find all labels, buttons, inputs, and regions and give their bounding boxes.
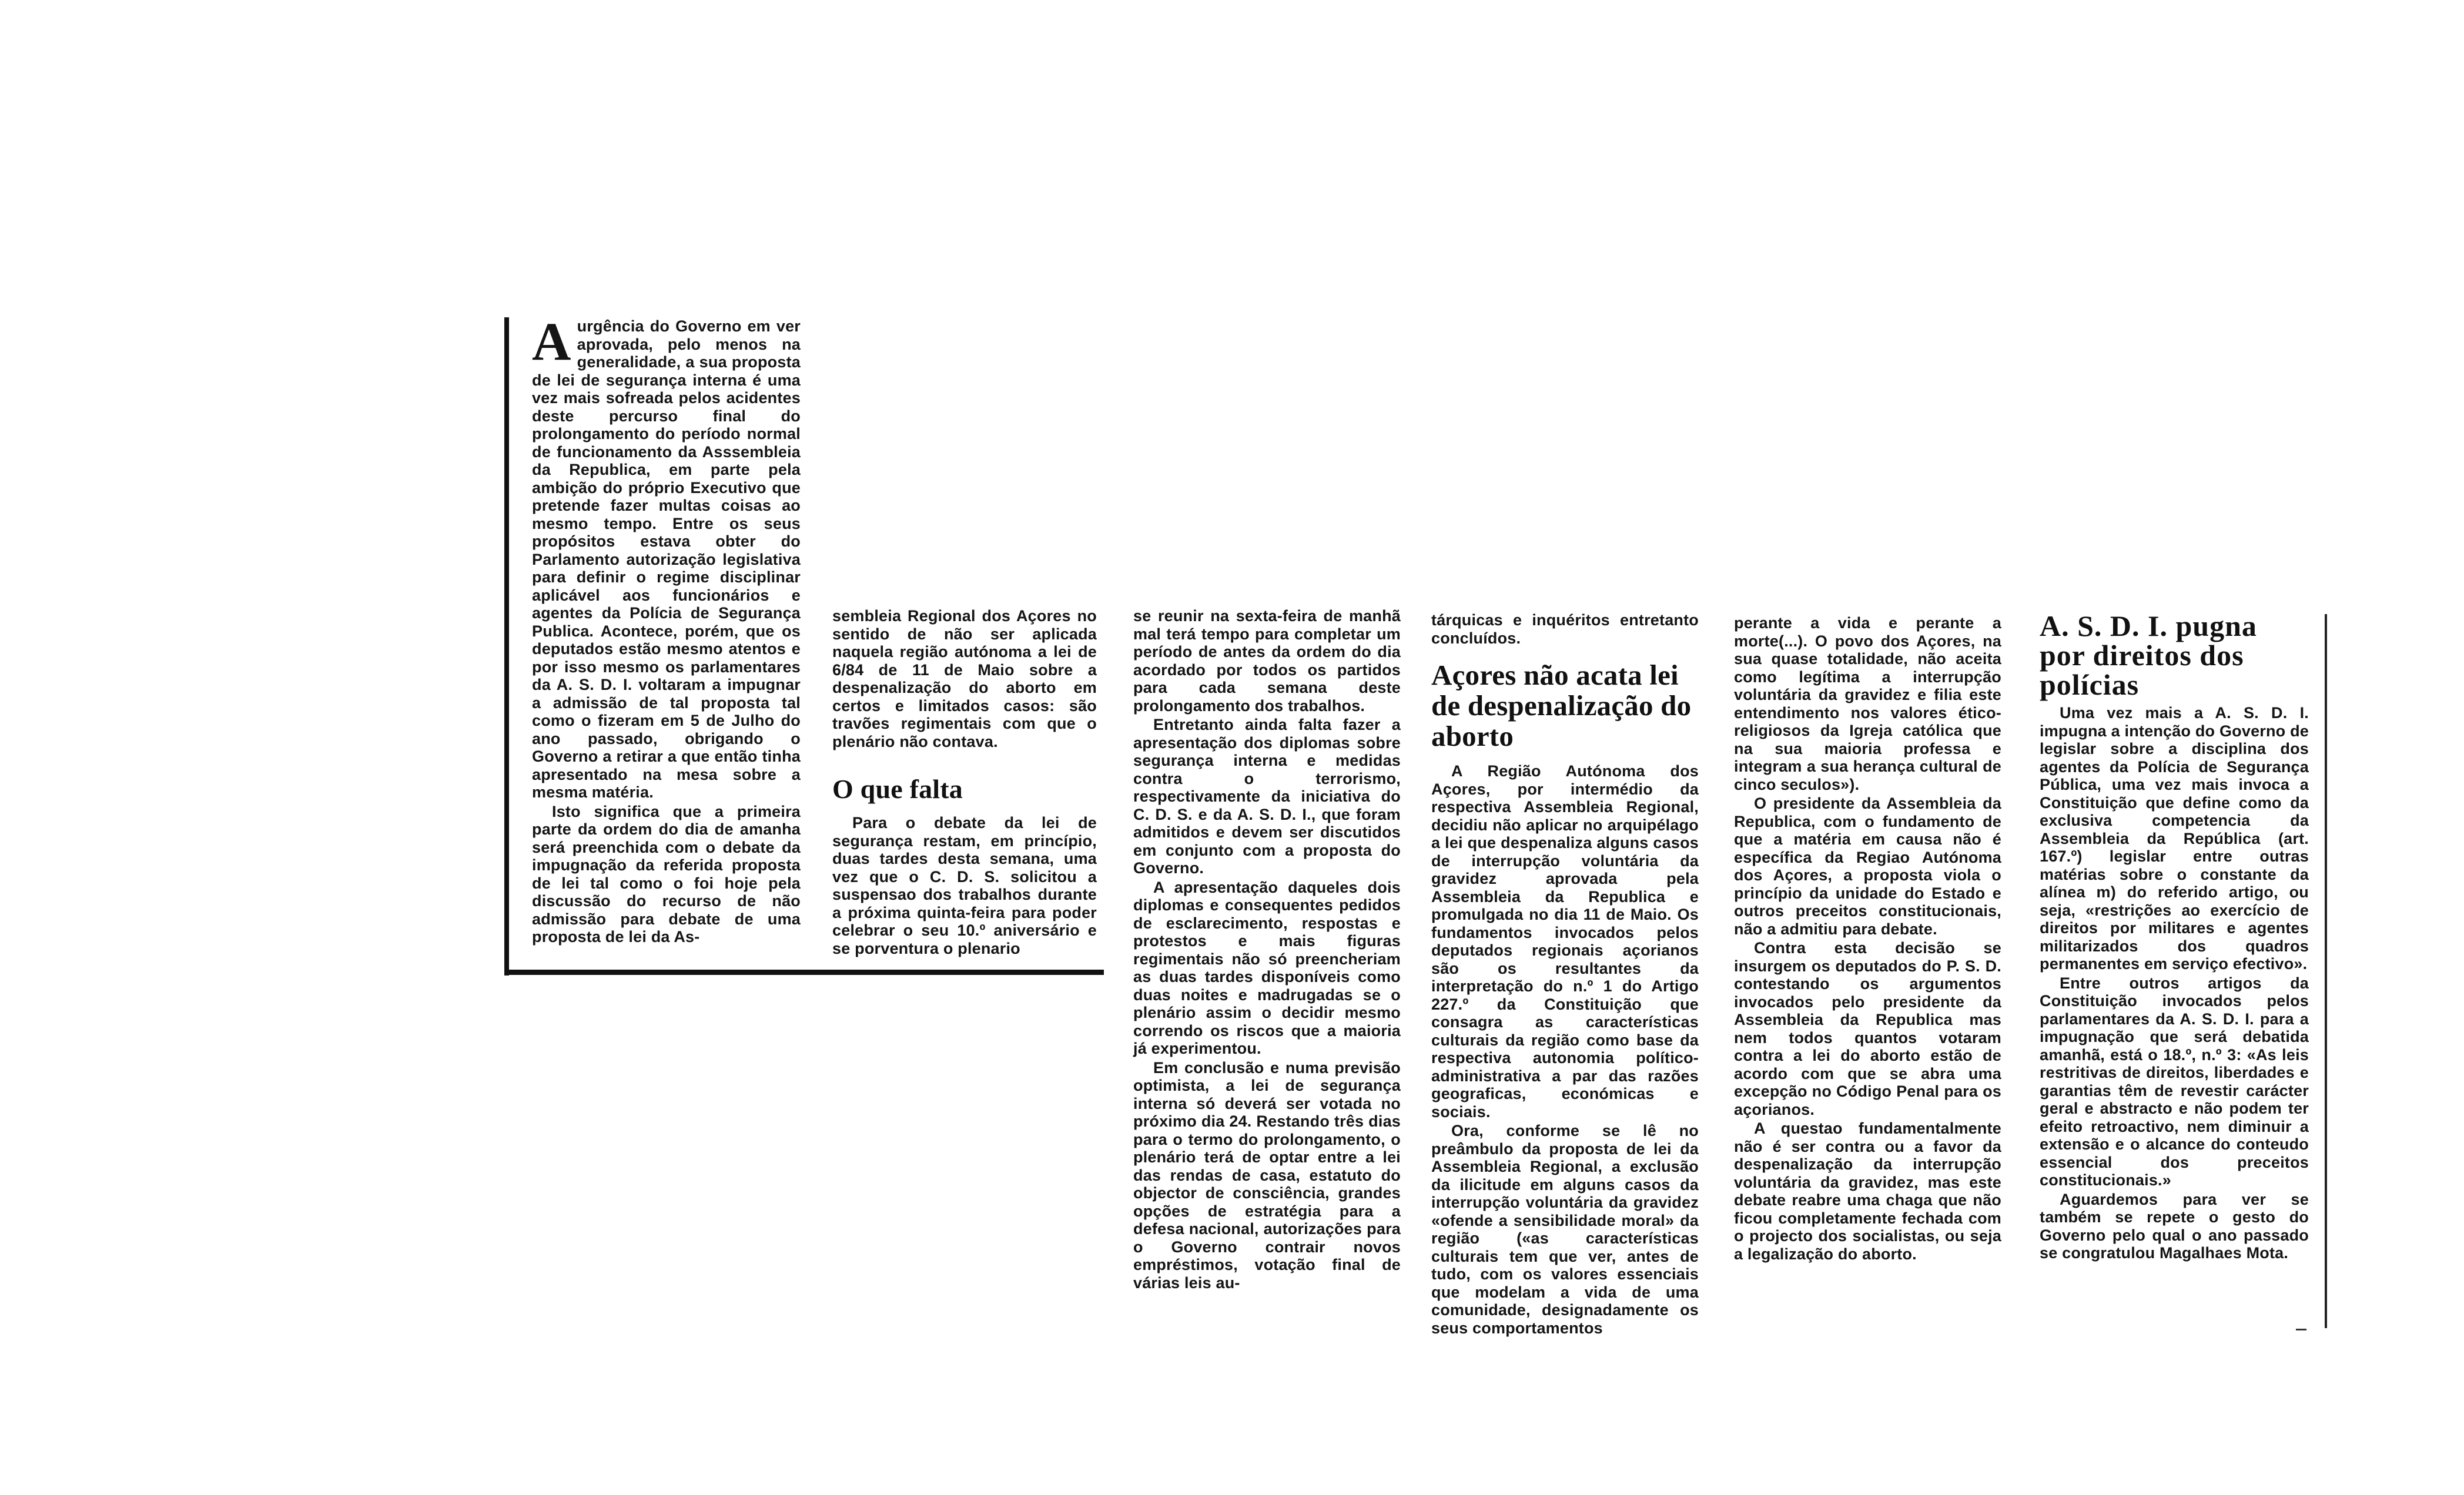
- column-5: [1734, 614, 2001, 1263]
- headline-asdi: A. S. D. I. pugna por direitos dos polícias: [2040, 609, 2257, 701]
- column-4: [1431, 611, 1699, 1337]
- column-2: [832, 607, 1097, 957]
- paragraph: Entre outros artigos da Constituição invocados pelos parlamentares da A. S. D. I. para a impugnação que será debatida amanhã, está o 18.º, n.º 3: «As leis restritivas de direitos, liberdades e garantias têm de revestir carácter geral e abstracto e não podem ter efeito retroactivo, nem diminuir a extensão e o alcance do conteudo essencial dos preceitos constitucionais.»: [2040, 974, 2309, 1189]
- paragraph: A questao fundamentalmente não é ser contra ou a favor da despenalização da interrupção voluntária da gravidez, mas este debate reabre uma chaga que não ficou completamente fechada com o projecto dos socialistas, ou seja a legalização do aborto.: [1734, 1119, 2001, 1263]
- paragraph: perante a vida e perante a morte(...). O povo dos Açores, na sua quase totalidade, não aceita como legítima a interrupção voluntária da gravidez e filia este entendimento nos valores ético-religiosos da Igreja católica que na sua maioria professa e integram a sua herança cultural de cinco seculos»).: [1734, 614, 2001, 793]
- column-1: [532, 311, 801, 946]
- headline-acores: Açores não acata lei de despenalização do aborto: [1431, 659, 1692, 752]
- column-6: [2040, 611, 2309, 1262]
- paragraph: A apresentação daqueles dois diplomas e consequentes pedidos de esclarecimento, respostas e protestos e mais figuras regimentais não só preencheriam as duas tardes disponíveis como duas noites e madrugadas se o plenário assim o decidir mesmo correndo os riscos que a maioria já experimentou.: [1133, 878, 1401, 1057]
- drop-cap: A: [532, 311, 571, 371]
- lead-paragraph: Aurgência do Governo em ver aprovada, pelo menos na generalidade, a sua proposta de lei de segurança interna é uma vez mais sofreada pelos acidentes deste percurso final do prolongamento do período normal de funcionamento da Asssembleia da Republica, em parte pela ambição do próprio Executivo que pretende fazer multas coisas ao mesmo tempo. Entre os seus propósitos estava obter do Parlamento autorização legislativa para definir o regime disciplinar aplicável aos funcionários e agentes da Polícia de Segurança Publica. Acontece, porém, que os deputados estão mesmo atentos e por isso mesmo os parlamentares da A. S. D. I. voltaram a impugnar a admissão de tal proposta tal como o fizeram em 5 de Julho do ano passado, obrigando o Governo a retirar a que então tinha apresentado na mesa sobre a mesma matéria.: [532, 311, 801, 801]
- paragraph: Contra esta decisão se insurgem os deputados do P. S. D. contestando os argumentos invocados pelo presidente da Assembleia da Republica mas nem todos quantos votaram contra a lei do aborto estão de acordo com que se abra uma excepção no Código Penal para os açorianos.: [1734, 939, 2001, 1118]
- end-mark: [2296, 1329, 2306, 1330]
- paragraph: tárquicas e inquéritos entretanto concluídos.: [1431, 611, 1699, 647]
- article-box-left-rule: [504, 317, 509, 976]
- paragraph: Ora, conforme se lê no preâmbulo da proposta de lei da Assembleia Regional, a exclusão da ilicitude em alguns casos da interrupção voluntária da gravidez «ofende a sensibilidade moral» da região («as características culturais tem que ver, antes de tudo, com os valores essenciais que modelam a vida de uma comunidade, designadamente os seus comportamentos: [1431, 1122, 1699, 1337]
- column-3: [1133, 607, 1401, 1292]
- paragraph: Isto significa que a primeira parte da ordem do dia de amanha será preenchida com o debate da impugnação da referida proposta de lei tal como o foi hoje pela discussão do recurso de não admissão para debate de uma proposta de lei da As-: [532, 802, 801, 946]
- paragraph: Aguardemos para ver se também se repete o gesto do Governo pelo qual o ano passado se congratulou Magalhaes Mota.: [2040, 1190, 2309, 1262]
- paragraph: A Região Autónoma dos Açores, por intermédio da respectiva Assembleia Regional, decidiu não aplicar no arquipélago a lei que despenaliza alguns casos de interrupção voluntária da gravidez aprovada pela Assembleia da Republica e promulgada no dia 11 de Maio. Os fundamentos invocados pelos deputados regionais açorianos são os resultantes da interpretação do n.º 1 do Artigo 227.º da Constituição que consagra as características culturais da região como base da respectiva autonomia político-administrativa a par das razões geograficas, económicas e sociais.: [1431, 762, 1699, 1121]
- right-column-rule: [2325, 614, 2327, 1328]
- paragraph: sembleia Regional dos Açores no sentido de não ser aplicada naquela região autónoma a lei de 6/84 de 11 de Maio sobre a despenalização do aborto em certos e limitados casos: são travões regimentais com que o plenário não contava.: [832, 607, 1097, 750]
- paragraph: Para o debate da lei de segurança restam, em princípio, duas tardes desta semana, uma vez que o C. D. S. solicitou a suspensao dos trabalhos durante a próxima quinta-feira para poder celebrar o seu 10.º aniversário e se porventura o plenario: [832, 814, 1097, 957]
- paragraph: O presidente da Assembleia da Republica, com o fundamento de que a matéria em causa não é específica da Regiao Autónoma dos Açores, a proposta viola o princípio da unidade do Estado e outros preceitos constitucionais, não a admitiu para debate.: [1734, 795, 2001, 938]
- paragraph: Uma vez mais a A. S. D. I. impugna a intenção do Governo de legislar sobre a disciplina dos agentes da Polícia de Segurança Pública, uma vez mais invoca a Constituição que define como da exclusiva competencia da Assembleia da República (art. 167.º) legislar entre outras matérias sobre o constante da alínea m) do referido artigo, ou seja, «restrições ao exercício de direitos por militares e agentes militarizados dos quadros permanentes em serviço efectivo».: [2040, 704, 2309, 973]
- paragraph: Entretanto ainda falta fazer a apresentação dos diplomas sobre segurança interna e medidas contra o terrorismo, respectivamente da iniciativa do C. D. S. e da A. S. D. I., que foram admitidos e devem ser discutidos em conjunto com a proposta do Governo.: [1133, 716, 1401, 877]
- subheading-o-que-falta: O que falta: [832, 774, 963, 804]
- article-box-bottom-rule: [504, 970, 1104, 975]
- paragraph: Em conclusão e numa previsão optimista, a lei de segurança interna só deverá ser votada no próximo dia 24. Restando três dias para o termo do prolongamento, o plenário terá de optar entre a lei das rendas de casa, estatuto do objector de consciência, grandes opções de estratégia para a defesa nacional, autorizações para o Governo contrair novos empréstimos, votação final de várias leis au-: [1133, 1058, 1401, 1292]
- paragraph: se reunir na sexta-feira de manhã mal terá tempo para completar um período de antes da ordem do dia acordado por todos os partidos para cada semana deste prolongamento dos trabalhos.: [1133, 607, 1401, 715]
